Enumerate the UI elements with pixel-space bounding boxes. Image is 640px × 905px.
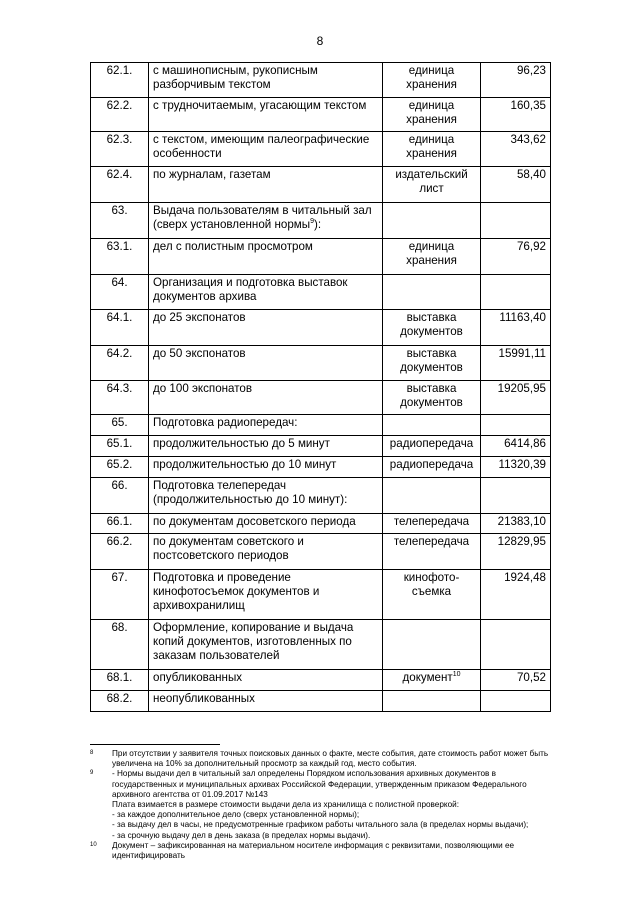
table-row (91, 620, 551, 670)
table-row (91, 514, 551, 534)
footnote-paragraph: Документ – зафиксированная на материальном носителе информация с реквизитами, позволяющими ее идентифицировать (112, 840, 515, 861)
row-number-text: 64.3. (106, 382, 133, 395)
row-number-cell (91, 167, 149, 203)
footnote-mark: 9 (90, 770, 94, 777)
row-number-cell (91, 132, 149, 167)
row-number-text: 66.2. (106, 535, 133, 548)
service-name-cell (149, 275, 383, 310)
service-name-text: опубликованных (153, 671, 243, 684)
service-name-text: Подготовка и проведение кинофотосъемок документов и архивохранилищ (153, 571, 320, 612)
unit-text: единица хранения (406, 240, 457, 267)
service-name-text: Подготовка радиопередач: (153, 416, 298, 429)
row-number-cell (91, 415, 149, 436)
footnote (90, 769, 560, 840)
service-name-cell (149, 457, 383, 478)
price-cell (481, 415, 551, 436)
row-number-text: 68.2. (106, 692, 133, 705)
row-number-text: 62.3. (106, 133, 133, 146)
price-cell (481, 132, 551, 167)
price-cell (481, 620, 551, 670)
service-name-cell (149, 203, 383, 239)
row-number-text: 68.1. (106, 671, 133, 684)
unit-text: издательский лист (395, 168, 468, 195)
service-name-cell (149, 98, 383, 132)
table-row (91, 310, 551, 346)
unit-cell (383, 514, 481, 534)
table-row (91, 478, 551, 514)
service-name-cell (149, 381, 383, 415)
service-name-cell (149, 239, 383, 275)
unit-text: телепередача (393, 515, 470, 528)
unit-cell (383, 275, 481, 310)
unit-cell (383, 98, 481, 132)
table-row (91, 691, 551, 712)
table-row (91, 570, 551, 620)
service-name-text: дел с полистным просмотром (153, 240, 313, 253)
unit-cell (383, 167, 481, 203)
footnote-paragraph: - за выдачу дел в часы, не предусмотренные графиком работы читального зала (в пределах нормы выдачи); (112, 820, 529, 830)
footnote-body (112, 841, 560, 861)
service-name-cell (149, 620, 383, 670)
service-name-text: по журналам, газетам (153, 168, 271, 181)
unit-cell (383, 436, 481, 457)
table-row (91, 203, 551, 239)
price-table-body (91, 63, 551, 712)
row-number-cell (91, 346, 149, 381)
service-name-cell (149, 670, 383, 691)
unit-cell (383, 239, 481, 275)
price-text: 76,92 (516, 240, 546, 253)
row-number-cell (91, 620, 149, 670)
service-name-text: по документам советского и постсоветского периодов (153, 535, 304, 562)
unit-cell (383, 691, 481, 712)
unit-text: выставка документов (400, 382, 463, 409)
unit-cell (383, 457, 481, 478)
service-name-text: неопубликованных (153, 692, 255, 705)
service-name-cell (149, 167, 383, 203)
row-number-text: 67. (111, 571, 128, 584)
service-name-text: продолжительностью до 10 минут (153, 458, 337, 471)
price-cell (481, 534, 551, 570)
price-text: 343,62 (510, 133, 546, 146)
service-name-text: Выдача пользователям в читальный зал (сверх установленной нормы (153, 204, 372, 231)
table-row (91, 239, 551, 275)
service-name-text: Оформление, копирование и выдача копий документов, изготовленных по заказам пользователей (153, 621, 354, 662)
price-cell (481, 436, 551, 457)
row-number-text: 64. (111, 276, 128, 289)
footnotes (90, 749, 560, 861)
unit-cell (383, 310, 481, 346)
price-cell (481, 167, 551, 203)
unit-text: кинофото-съемка (403, 571, 460, 598)
service-name-cell (149, 63, 383, 98)
service-name-text: с машинописным, рукописным разборчивым текстом (153, 64, 318, 91)
row-number-text: 66. (111, 479, 128, 492)
price-cell (481, 239, 551, 275)
unit-cell (383, 620, 481, 670)
table-row (91, 534, 551, 570)
price-cell (481, 203, 551, 239)
price-cell (481, 514, 551, 534)
row-number-text: 64.2. (106, 347, 133, 360)
service-name-text: с трудночитаемым, угасающим текстом (153, 99, 367, 112)
unit-text: единица хранения (406, 99, 457, 126)
unit-cell (383, 203, 481, 239)
footnote-ref: 10 (452, 671, 461, 679)
row-number-text: 64.1. (106, 311, 133, 324)
service-name-text: Организация и подготовка выставок документов архива (153, 276, 348, 303)
unit-text: выставка документов (400, 347, 463, 374)
price-text: 12829,95 (497, 535, 546, 548)
table-row (91, 670, 551, 691)
row-number-text: 62.1. (106, 64, 133, 77)
row-number-text: 62.4. (106, 168, 133, 181)
service-name-cell (149, 310, 383, 346)
footnote-paragraph: - за каждое дополнительное дело (сверх установленной нормы); (112, 810, 360, 820)
table-row (91, 381, 551, 415)
row-number-cell (91, 275, 149, 310)
row-number-cell (91, 457, 149, 478)
service-name-cell (149, 436, 383, 457)
price-text: 6414,86 (504, 437, 546, 450)
price-text: 1924,48 (504, 571, 546, 584)
price-text: 15991,11 (498, 347, 546, 360)
row-number-cell (91, 381, 149, 415)
table-row (91, 167, 551, 203)
price-cell (481, 478, 551, 514)
table-row (91, 457, 551, 478)
row-number-text: 65. (111, 416, 128, 429)
price-text: 11320,39 (498, 458, 546, 471)
price-cell (481, 691, 551, 712)
unit-cell (383, 570, 481, 620)
row-number-text: 63. (111, 204, 128, 217)
service-name-text: Подготовка телепередач (продолжительностью до 10 минут): (153, 479, 348, 506)
price-text: 58,40 (516, 168, 546, 181)
service-name-cell (149, 691, 383, 712)
unit-cell (383, 346, 481, 381)
table-row (91, 436, 551, 457)
price-cell (481, 63, 551, 98)
row-number-cell (91, 239, 149, 275)
unit-text: радиопередача (389, 437, 474, 450)
footnote-paragraph: Плата взимается в размере стоимости выдачи дела из хранилища с полистной проверкой: (112, 800, 459, 810)
price-cell (481, 457, 551, 478)
row-number-text: 65.2. (106, 458, 133, 471)
footnote-separator (90, 744, 220, 745)
price-text: 70,52 (516, 671, 546, 684)
row-number-cell (91, 478, 149, 514)
price-cell (481, 570, 551, 620)
unit-text: единица хранения (406, 133, 457, 160)
service-name-cell (149, 514, 383, 534)
table-row (91, 346, 551, 381)
unit-cell (383, 415, 481, 436)
row-number-text: 65.1. (106, 437, 133, 450)
price-text: 160,35 (510, 99, 546, 112)
price-cell (481, 381, 551, 415)
service-name-text: до 50 экспонатов (153, 347, 246, 360)
service-name-text: до 25 экспонатов (153, 311, 246, 324)
price-table (90, 62, 551, 712)
footnote-mark: 8 (90, 750, 94, 756)
footnote (90, 749, 560, 769)
footnote-body (112, 769, 560, 840)
row-number-cell (91, 570, 149, 620)
service-name-text: продолжительностью до 5 минут (153, 437, 330, 450)
service-name-cell (149, 534, 383, 570)
price-cell (481, 670, 551, 691)
service-name-suffix: ): (313, 218, 322, 231)
service-name-cell (149, 415, 383, 436)
unit-cell (383, 478, 481, 514)
unit-cell (383, 534, 481, 570)
price-text: 96,23 (516, 64, 546, 77)
table-row (91, 415, 551, 436)
unit-text: радиопередача (389, 458, 474, 471)
unit-cell (383, 670, 481, 691)
footnote-body (112, 749, 560, 769)
service-name-text: по документам досоветского периода (153, 515, 356, 528)
row-number-text: 63.1. (106, 240, 133, 253)
row-number-cell (91, 436, 149, 457)
footnote-ref: 9 (310, 218, 314, 226)
row-number-text: 68. (111, 621, 128, 634)
row-number-cell (91, 514, 149, 534)
row-number-cell (91, 534, 149, 570)
table-row (91, 98, 551, 132)
page-number: 8 (316, 34, 324, 48)
footnote-mark: 10 (90, 841, 97, 848)
service-name-cell (149, 478, 383, 514)
row-number-cell (91, 98, 149, 132)
service-name-cell (149, 346, 383, 381)
service-name-text: до 100 экспонатов (153, 382, 253, 395)
row-number-cell (91, 63, 149, 98)
footnote (90, 841, 560, 861)
unit-cell (383, 132, 481, 167)
row-number-cell (91, 691, 149, 712)
price-cell (481, 310, 551, 346)
price-cell (481, 275, 551, 310)
price-cell (481, 346, 551, 381)
unit-text: единица хранения (406, 64, 457, 91)
price-text: 11163,40 (499, 311, 546, 324)
row-number-cell (91, 203, 149, 239)
table-row (91, 132, 551, 167)
table-row (91, 275, 551, 310)
footnote-paragraph: При отсутствии у заявителя точных поисковых данных о факте, месте события, дате стоимость работ может быть увеличена на 10% за дополнительный просмотр за каждый год, место события. (112, 749, 549, 769)
price-cell (481, 98, 551, 132)
footnote-paragraph: - за срочную выдачу дел в день заказа (в пределах нормы выдачи). (112, 830, 371, 840)
table-row (91, 63, 551, 98)
service-name-cell (149, 132, 383, 167)
unit-text: документ (402, 671, 453, 684)
price-text: 19205,95 (497, 382, 546, 395)
unit-cell (383, 63, 481, 98)
footnote-paragraph: - Нормы выдачи дел в читальный зал определены Порядком использования архивных документов в государственных и муниципальных архивах Российской Федерации, утвержденным приказом Федерального архивного агентства от 01.09.2017 №143 (112, 769, 527, 799)
row-number-text: 62.2. (106, 99, 133, 112)
service-name-text: с текстом, имеющим палеографические особенности (153, 133, 370, 160)
service-name-cell (149, 570, 383, 620)
price-text: 21383,10 (497, 515, 546, 528)
unit-text: телепередача (393, 535, 470, 548)
row-number-cell (91, 670, 149, 691)
unit-cell (383, 381, 481, 415)
row-number-cell (91, 310, 149, 346)
row-number-text: 66.1. (106, 515, 133, 528)
unit-text: выставка документов (400, 311, 463, 338)
